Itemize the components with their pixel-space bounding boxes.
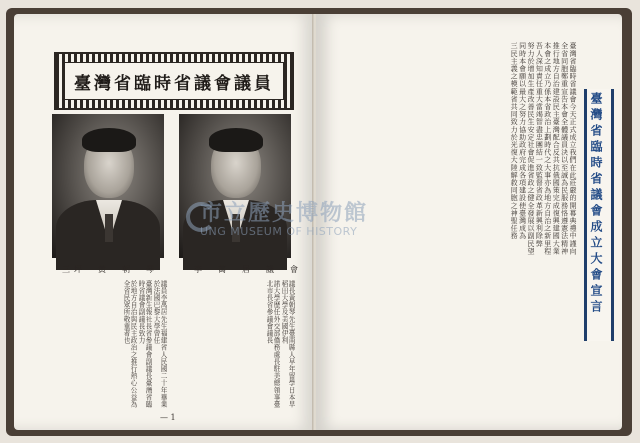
biography-text-left: 議員李萬居先生福建省人民國二十年畢業於法國巴黎大學曾任 臺灣新生報社長省參議會副議長臺灣省臨時省議會副議長致力 於地方自治與民主政治之推行熱心公益為全省民眾所敬重者也	[122, 280, 167, 408]
museum-logo-icon	[186, 202, 216, 232]
watermark-chinese: 市立歷史博物館	[200, 201, 369, 226]
portrait-caption-left: 三坪 黃 朝 琴	[62, 265, 158, 274]
declaration-body: 臺灣省臨時省議會今天正式成立我們在此莊嚴的開幕典禮中謹向 全省同胞鄭重宣告本會全體議員決以至誠為民服務恪遵憲法精神 推行地方自治建設民主臺灣配合反共抗俄國策完成復興建國大業 本會之成立乃係本省政治上劃時代之大事亦為地方自治之新里程 吾人深知責任重大當竭智盡忠團結一致監督省政革新興利除弊 努力於增加生產改善民生安定社會促進省政之健全發展以副民望 同時本會願以最大之努力協助政府完成各項建設使臺灣成為 三民主義之模範省共同致力於光復大陸解救同胞之神聖任務	[510, 42, 577, 255]
declaration-heading: 臺灣省臨時省議會成立大會宣言	[589, 92, 603, 316]
page-number: — 1	[160, 413, 176, 422]
portrait-photo-left	[52, 114, 164, 258]
page-title: 臺灣省臨時省議會議員	[74, 73, 274, 94]
biography-text-right: 議長黃朝琴先生臺南縣人早年留學日本早稻田大學及美國伊利 諾大學歷任外交部僑務處長駐美總領事臺北市長省參議會議長	[265, 280, 295, 408]
watermark-english: UNG MUSEUM OF HISTORY	[200, 225, 358, 238]
museum-watermark	[200, 196, 368, 238]
title-banner	[54, 52, 294, 110]
portrait-caption-right: 李 萬 居 議 會	[194, 265, 302, 274]
